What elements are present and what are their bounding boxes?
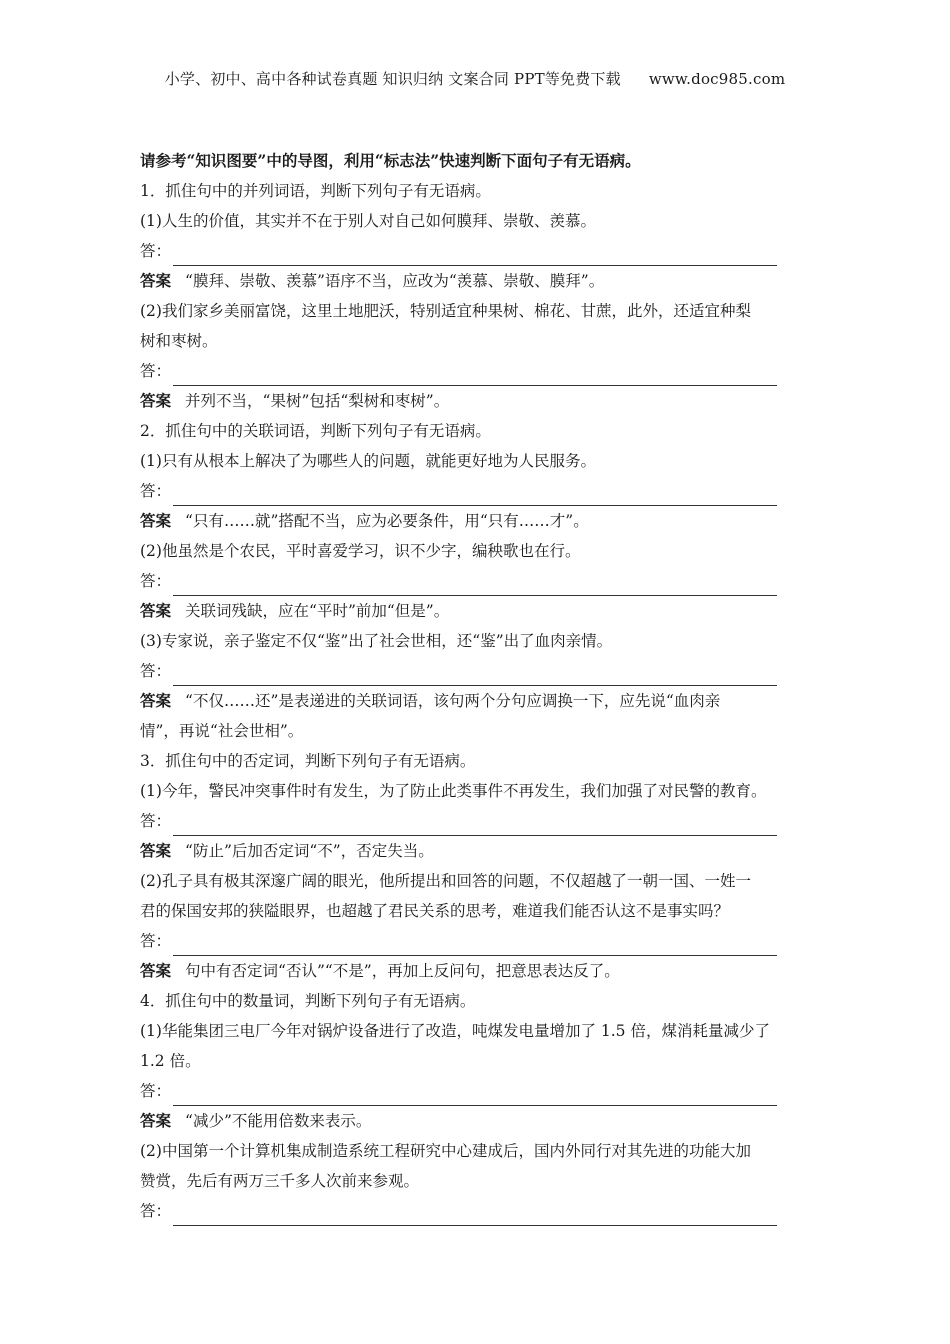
question-text: 1.2 倍。: [140, 1052, 201, 1070]
answer-prefix: 答：: [140, 482, 172, 500]
answer-prefix: 答：: [140, 812, 172, 830]
answer-text: [140, 506, 812, 536]
document-body: [140, 146, 812, 1226]
answer-prefix: 答：: [140, 1202, 172, 1220]
answer-text: [140, 956, 812, 986]
answer-input-rule[interactable]: [173, 817, 777, 836]
header-text: 小学、初中、高中各种试卷真题 知识归纳 文案合同 PPT等免费下载: [164, 70, 621, 88]
answer-content: 并列不当，“果树”包括“梨树和枣树”。: [185, 392, 450, 410]
answer-input-rule[interactable]: [173, 487, 777, 506]
answer-label: 答案: [140, 1111, 172, 1130]
answer-input-rule[interactable]: [173, 1087, 777, 1106]
question-text: 树和枣树。: [140, 332, 218, 350]
answer-prefix: 答：: [140, 932, 172, 950]
answer-text: [140, 1106, 812, 1136]
answer-input-rule[interactable]: [173, 247, 777, 266]
answer-blank-line: [140, 236, 812, 266]
answer-prefix: 答：: [140, 662, 172, 680]
answer-input-rule[interactable]: [173, 1207, 777, 1226]
answer-text: [140, 386, 812, 416]
answer-blank-line: [140, 356, 812, 386]
answer-label: 答案: [140, 691, 172, 710]
answer-content: “膜拜、崇敬、羡慕”语序不当，应改为“羡慕、崇敬、膜拜”。: [185, 272, 605, 290]
answer-text: [140, 836, 812, 866]
section-heading: 2．抓住句中的关联词语，判断下列句子有无语病。: [140, 422, 491, 440]
answer-content: “不仅……还”是表递进的关联词语，该句两个分句应调换一下，应先说“血肉亲: [185, 692, 721, 710]
answer-label: 答案: [140, 841, 172, 860]
answer-label: 答案: [140, 511, 172, 530]
answer-content: 关联词残缺，应在“平时”前加“但是”。: [185, 602, 450, 620]
question-text: (3)专家说，亲子鉴定不仅“鉴”出了社会世相，还“鉴”出了血肉亲情。: [140, 632, 613, 650]
answer-content: “防止”后加否定词“不”，否定失当。: [185, 842, 434, 860]
question-text: (2)我们家乡美丽富饶，这里土地肥沃，特别适宜种果树、棉花、甘蔗，此外，还适宜种梨: [140, 302, 751, 320]
answer-text: [140, 596, 812, 626]
answer-label: 答案: [140, 601, 172, 620]
answer-input-rule[interactable]: [173, 937, 777, 956]
question-text: 君的保国安邦的狭隘眼界，也超越了君民关系的思考，难道我们能否认这不是事实吗？: [140, 902, 730, 920]
answer-label: 答案: [140, 271, 172, 290]
answer-prefix: 答：: [140, 572, 172, 590]
header-site: www.doc985.com: [648, 70, 786, 88]
question-text: (2)孔子具有极其深邃广阔的眼光，他所提出和回答的问题，不仅超越了一朝一国、一姓一: [140, 872, 751, 890]
answer-text: [140, 266, 812, 296]
answer-text: [140, 686, 812, 716]
answer-content: 句中有否定词“否认”“不是”，再加上反问句，把意思表达反了。: [185, 962, 620, 980]
section-heading: 4．抓住句中的数量词，判断下列句子有无语病。: [140, 992, 476, 1010]
answer-prefix: 答：: [140, 362, 172, 380]
answer-prefix: 答：: [140, 1082, 172, 1100]
answer-content: 情”，再说“社会世相”。: [140, 722, 304, 740]
section-heading: 1．抓住句中的并列词语，判断下列句子有无语病。: [140, 182, 491, 200]
answer-input-rule[interactable]: [173, 577, 777, 596]
answer-input-rule[interactable]: [173, 667, 777, 686]
page-header: [0, 68, 950, 89]
question-text: 赞赏，先后有两万三千多人次前来参观。: [140, 1172, 420, 1190]
answer-input-rule[interactable]: [173, 367, 777, 386]
answer-blank-line: [140, 656, 812, 686]
intro-instruction: 请参考“知识图要”中的导图，利用“标志法”快速判断下面句子有无语病。: [140, 151, 641, 170]
question-text: (1)今年，警民冲突事件时有发生，为了防止此类事件不再发生，我们加强了对民警的教育。: [140, 782, 767, 800]
answer-label: 答案: [140, 391, 172, 410]
answer-blank-line: [140, 566, 812, 596]
answer-blank-line: [140, 1196, 812, 1226]
answer-label: 答案: [140, 961, 172, 980]
answer-blank-line: [140, 476, 812, 506]
answer-content: “减少”不能用倍数来表示。: [185, 1112, 372, 1130]
question-text: (1)人生的价值，其实并不在于别人对自己如何膜拜、崇敬、羡慕。: [140, 212, 596, 230]
question-text: (2)他虽然是个农民，平时喜爱学习，识不少字，编秧歌也在行。: [140, 542, 581, 560]
answer-blank-line: [140, 806, 812, 836]
answer-content: “只有……就”搭配不当，应为必要条件，用“只有……才”。: [185, 512, 589, 530]
question-text: (2)中国第一个计算机集成制造系统工程研究中心建成后，国内外同行对其先进的功能大加: [140, 1142, 751, 1160]
question-text: (1)华能集团三电厂今年对锅炉设备进行了改造，吨煤发电量增加了 1.5 倍，煤消耗量减少了: [140, 1022, 770, 1040]
answer-prefix: 答：: [140, 242, 172, 260]
answer-blank-line: [140, 1076, 812, 1106]
section-heading: 3．抓住句中的否定词，判断下列句子有无语病。: [140, 752, 476, 770]
answer-text: [140, 716, 812, 746]
question-text: (1)只有从根本上解决了为哪些人的问题，就能更好地为人民服务。: [140, 452, 596, 470]
answer-blank-line: [140, 926, 812, 956]
